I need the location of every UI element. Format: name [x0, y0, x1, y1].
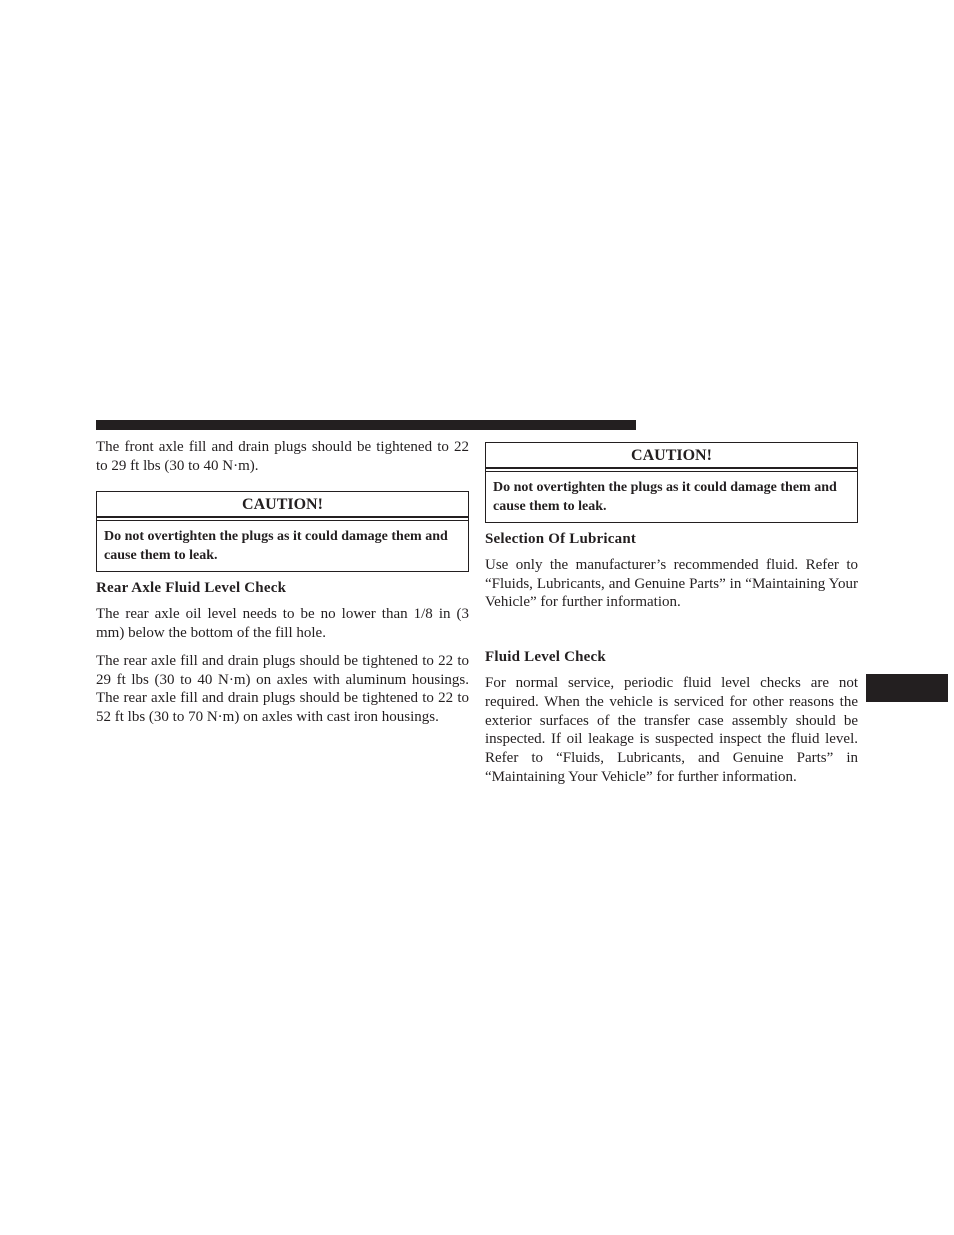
rear-axle-level-paragraph: The rear axle oil level needs to be no lower than 1/8 in (3 mm) below the bottom of the fill hole.: [96, 606, 469, 642]
lubricant-paragraph: Use only the manufacturer’s recommended fluid. Refer to “Fluids, Lubricants, and Genuine Parts” in “Maintaining Your Vehicle” for further information.: [485, 557, 858, 611]
section-tab-marker: [866, 674, 948, 702]
fluid-level-paragraph: For normal service, periodic fluid level checks are not required. When the vehicle is serviced for other reasons the exterior surfaces of the transfer case assembly should be inspected. If oil leakage is suspected inspect the fluid level. Refer to “Fluids, Lubricants, and Genuine Parts” in “Maintaining Your Vehicle” for further information.: [485, 675, 858, 785]
caution-box-right: [485, 442, 858, 523]
caution-text: Do not overtighten the plugs as it could damage them and cause them to leak.: [104, 529, 448, 563]
right-column: [485, 442, 858, 786]
caution-title: CAUTION!: [486, 443, 857, 469]
caution-title: CAUTION!: [97, 492, 468, 518]
front-axle-paragraph: The front axle fill and drain plugs should be tightened to 22 to 29 ft lbs (30 to 40 N·m).: [96, 439, 469, 474]
rear-axle-plugs-paragraph: The rear axle fill and drain plugs should be tightened to 22 to 29 ft lbs (30 to 40 N·m) on axles with aluminum housings. The rear axle fill and drain plugs should be tightened to 22 to 52 ft lbs (30 to 70 N·m) on axles with cast iron housings.: [96, 652, 469, 725]
lubricant-heading: Selection Of Lubricant: [485, 531, 637, 547]
caution-box-left: [96, 491, 469, 572]
caution-text: Do not overtighten the plugs as it could damage them and cause them to leak.: [493, 480, 837, 514]
header-rule: [96, 420, 636, 430]
left-column: [96, 438, 469, 727]
fluid-level-heading: Fluid Level Check: [485, 649, 606, 666]
rear-axle-heading: Rear Axle Fluid Level Check: [96, 580, 287, 597]
